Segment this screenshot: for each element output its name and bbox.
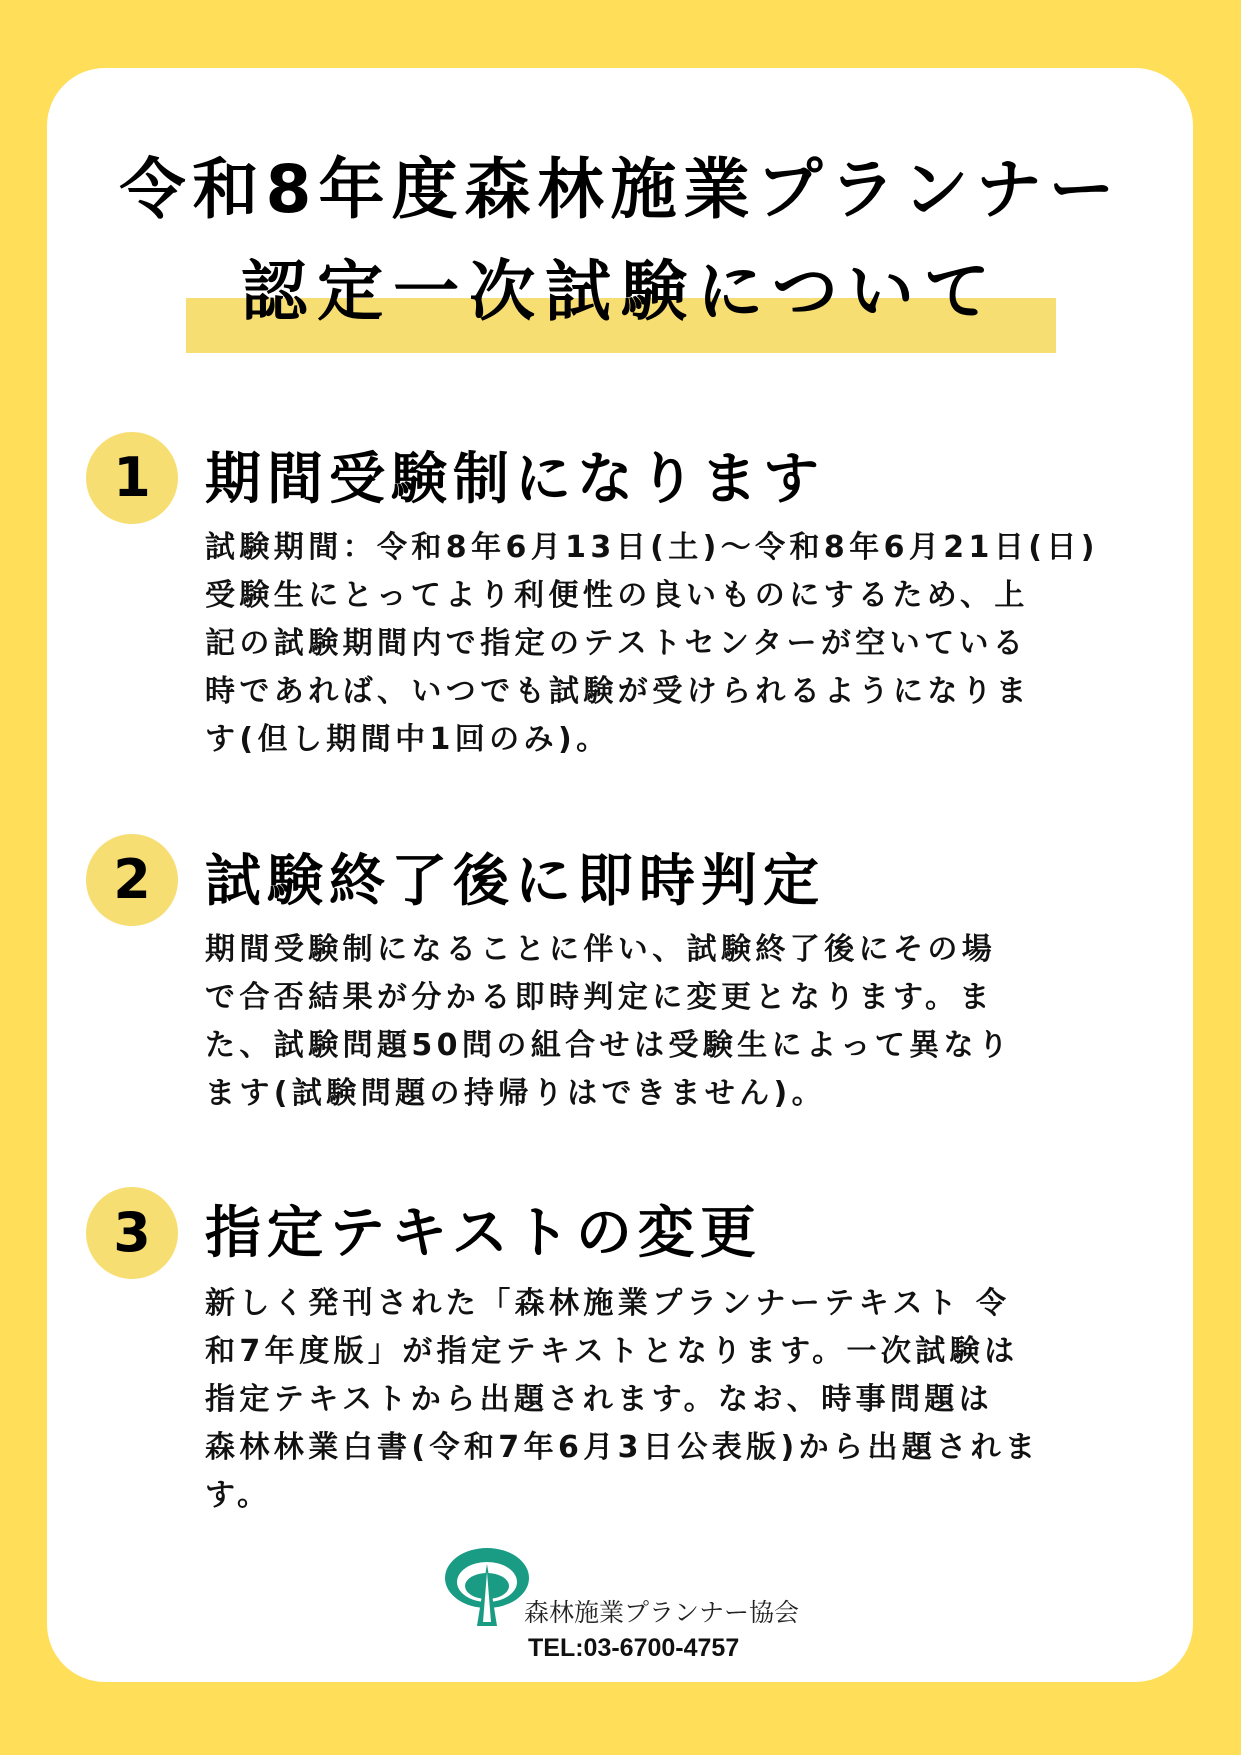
body-line: 記の試験期間内で指定のテストセンターが空いている [205,626,1028,661]
body-line: 受験生にとってより利便性の良いものにするため、上 [205,578,1029,613]
section-body [205,1280,1135,1520]
body-line: 森林林業白書(令和7年6月3日公表版)から出題されま [205,1430,1040,1465]
section-heading: 期間受験制になります [205,447,825,512]
forest-tree-logo-icon [443,1542,535,1626]
organization-name: 森林施業プランナー協会 [524,1598,800,1627]
body-line: す。 [205,1478,272,1513]
phone-number: TEL:03-6700-4757 [528,1634,740,1662]
body-line: 指定テキストから出題されます。なお、時事問題は [205,1382,994,1417]
page-title: 令和8年度森林施業プランナー [119,151,1122,228]
body-line: た、試験問題50問の組合せは受験生によって異なり [205,1028,1013,1063]
body-line: ます(試験問題の持帰りはできません)。 [205,1076,827,1111]
body-line: で合否結果が分かる即時判定に変更となります。ま [205,980,994,1015]
body-line: 時であれば、いつでも試験が受けられるようになりま [205,674,1031,709]
section-heading: 試験終了後に即時判定 [205,849,825,914]
body-line: 期間受験制になることに伴い、試験終了後にその場 [205,932,997,967]
section-heading: 指定テキストの変更 [205,1201,762,1266]
section-number-badge: 3 [86,1187,178,1279]
body-line: 和7年度版」が指定テキストとなります。一次試験は [205,1334,1019,1369]
body-line: す(但し期間中1回のみ)。 [205,722,611,757]
body-line: 試験期間：令和8年6月13日(土)～令和8年6月21日(日) [205,530,1099,565]
body-line: 新しく発刊された「森林施業プランナーテキスト 令 [205,1286,1011,1321]
section-body [205,926,1135,1118]
section-number-badge: 2 [86,834,178,926]
page-subtitle: 認定一次試験について [241,253,1000,330]
section-number-badge: 1 [86,432,178,524]
section-body [205,524,1135,764]
